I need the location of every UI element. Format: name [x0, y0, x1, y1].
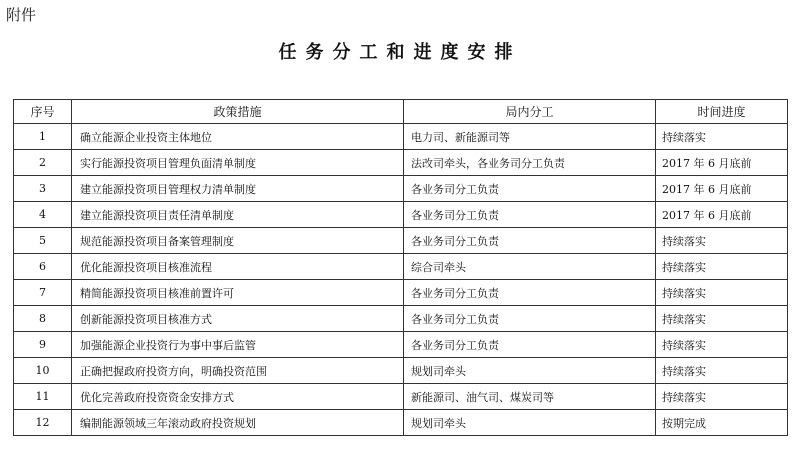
table-body: [14, 124, 788, 436]
attachment-label: 附件: [6, 6, 37, 24]
row-number: 10: [14, 358, 72, 384]
row-number: 7: [14, 280, 72, 306]
row-number: 5: [14, 228, 72, 254]
row-number: 9: [14, 332, 72, 358]
table-row: [14, 358, 788, 384]
table-row: [14, 280, 788, 306]
time-progress: 2017 年 6 月底前: [656, 202, 788, 228]
department-assignment: 各业务司分工负责: [404, 332, 656, 358]
column-header-no: 序号: [14, 100, 72, 124]
policy-measure: 确立能源企业投资主体地位: [72, 124, 404, 150]
table-row: [14, 176, 788, 202]
table-row: [14, 124, 788, 150]
time-progress: 2017 年 6 月底前: [656, 176, 788, 202]
time-progress: 持续落实: [656, 280, 788, 306]
department-assignment: 各业务司分工负责: [404, 306, 656, 332]
table-row: [14, 202, 788, 228]
policy-measure: 建立能源投资项目管理权力清单制度: [72, 176, 404, 202]
row-number: 4: [14, 202, 72, 228]
table-header: [14, 100, 788, 124]
row-number: 11: [14, 384, 72, 410]
department-assignment: 电力司、新能源司等: [404, 124, 656, 150]
row-number: 2: [14, 150, 72, 176]
table-row: [14, 410, 788, 436]
table-row: [14, 332, 788, 358]
policy-measure: 精简能源投资项目核准前置许可: [72, 280, 404, 306]
time-progress: 持续落实: [656, 332, 788, 358]
time-progress: 持续落实: [656, 254, 788, 280]
department-assignment: 各业务司分工负责: [404, 176, 656, 202]
time-progress: 按期完成: [656, 410, 788, 436]
policy-measure: 编制能源领域三年滚动政府投资规划: [72, 410, 404, 436]
time-progress: 持续落实: [656, 124, 788, 150]
row-number: 1: [14, 124, 72, 150]
department-assignment: 法改司牵头，各业务司分工负责: [404, 150, 656, 176]
row-number: 3: [14, 176, 72, 202]
header-row: [14, 100, 788, 124]
policy-measure: 优化能源投资项目核准流程: [72, 254, 404, 280]
table-row: [14, 306, 788, 332]
policy-measure: 建立能源投资项目责任清单制度: [72, 202, 404, 228]
department-assignment: 规划司牵头: [404, 410, 656, 436]
column-header-measure: 政策措施: [72, 100, 404, 124]
table-row: [14, 150, 788, 176]
column-header-time: 时间进度: [656, 100, 788, 124]
department-assignment: 综合司牵头: [404, 254, 656, 280]
department-assignment: 各业务司分工负责: [404, 202, 656, 228]
time-progress: 持续落实: [656, 384, 788, 410]
department-assignment: 规划司牵头: [404, 358, 656, 384]
document-title: 任务分工和进度安排: [278, 42, 522, 63]
time-progress: 持续落实: [656, 306, 788, 332]
time-progress: 持续落实: [656, 228, 788, 254]
time-progress: 2017 年 6 月底前: [656, 150, 788, 176]
policy-measure: 正确把握政府投资方向，明确投资范围: [72, 358, 404, 384]
policy-measure: 创新能源投资项目核准方式: [72, 306, 404, 332]
table-row: [14, 228, 788, 254]
policy-measure: 实行能源投资项目管理负面清单制度: [72, 150, 404, 176]
department-assignment: 新能源司、油气司、煤炭司等: [404, 384, 656, 410]
row-number: 6: [14, 254, 72, 280]
policy-measure: 优化完善政府投资资金安排方式: [72, 384, 404, 410]
table-row: [14, 254, 788, 280]
row-number: 12: [14, 410, 72, 436]
policy-measure: 加强能源企业投资行为事中事后监管: [72, 332, 404, 358]
department-assignment: 各业务司分工负责: [404, 228, 656, 254]
row-number: 8: [14, 306, 72, 332]
column-header-dept: 局内分工: [404, 100, 656, 124]
task-schedule-table: [13, 99, 788, 436]
table-row: [14, 384, 788, 410]
time-progress: 持续落实: [656, 358, 788, 384]
policy-measure: 规范能源投资项目备案管理制度: [72, 228, 404, 254]
department-assignment: 各业务司分工负责: [404, 280, 656, 306]
